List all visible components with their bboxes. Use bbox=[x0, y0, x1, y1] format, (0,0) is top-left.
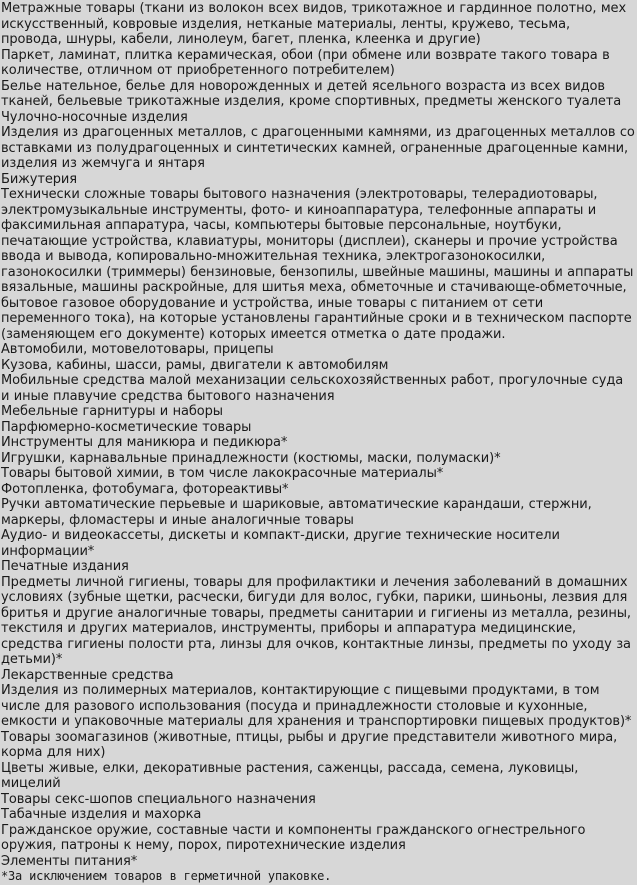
list-item: Товары бытовой химии, в том числе лакокрасочные материалы* bbox=[1, 466, 444, 481]
list-item: Игрушки, карнавальные принадлежности (костюмы, маски, полумаски)* bbox=[1, 450, 501, 466]
list-item: Чулочно-носочные изделия bbox=[1, 109, 188, 125]
list-item: Элементы питания* bbox=[1, 853, 138, 869]
list-item: Мебельные гарнитуры и наборы bbox=[1, 404, 223, 419]
product-category-list bbox=[1, 1, 635, 869]
list-item: Предметы личной гигиены, товары для профилактики и лечения заболеваний в домашних условиях (зубные щетки, расчески, бигуди для волос, губки, парики, шиньоны, лезвия для бритья и другие аналогичные товары, предметы санитарии и гигиены из металла, резины, текстиля и других материалов, инструменты, приборы и аппаратура медицинские, средства гигиены полости рта, линзы для очков, контактные линзы, предметы по уходу за детьми)* bbox=[1, 574, 631, 667]
list-item: Бижутерия bbox=[1, 171, 77, 187]
list-item: Технически сложные товары бытового назначения (электротовары, телерадиотовары, электромузыкальные инструменты, фото- и киноаппаратура, телефонные аппараты и факсимильная аппаратура, часы, компьютеры бытовые персональные, ноутбуки, печатающие устройства, клавиатуры, мониторы (дисплеи), сканеры и прочие устройства ввода и вывода, копировально-множительная техника, электрогазонокосилки, газонокосилки (триммеры) бензиновые, бензопилы, швейные машины, машины и аппараты вязальные, машины раскройные, для шитья меха, обметочные и стачивающе-обметочные, бытовое газовое оборудование и устройства, иные товары с питанием от сети переменного тока), на которые установлены гарантийные сроки и в техническом паспорте (заменяющем его документе) которых имеется отметка о дате продажи. bbox=[1, 187, 634, 342]
list-item: Мобильные средства малой механизации сельскохозяйственных работ, прогулочные суда и иные плавучие средства бытового назначения bbox=[1, 373, 624, 404]
list-item: Гражданское оружие, составные части и компоненты гражданского огнестрельного оружия, патроны к нему, порох, пиротехнические изделия bbox=[1, 822, 586, 853]
list-item: Изделия из полимерных материалов, контактирующие с пищевыми продуктами, в том числе для разового использования (посуда и принадлежности столовые и кухонные, емкости и упаковочные материалы для хранения и транспортировки пищевых продуктов)* bbox=[1, 683, 632, 729]
list-item: Печатные издания bbox=[1, 559, 129, 574]
list-item: Белье нательное, белье для новорожденных и детей ясельного возраста из всех видов тканей, бельевые трикотажные изделия, кроме спортивных, предметы женского туалета bbox=[1, 78, 622, 109]
list-item: Инструменты для маникюра и педикюра* bbox=[1, 435, 288, 450]
list-item: Аудио- и видеокассеты, дискеты и компакт-диски, другие технические носители информации* bbox=[1, 528, 560, 559]
list-item: Метражные товары (ткани из волокон всех видов, трикотажное и гардинное полотно, мех искусственный, ковровые изделия, нетканые материалы, ленты, кружево, тесьма, провода, шнуры, кабели, линолеум, багет, пленка, клеенка и другие) bbox=[1, 1, 627, 47]
list-item: Кузова, кабины, шасси, рамы, двигатели к автомобилям bbox=[1, 357, 389, 373]
list-item: Лекарственные средства bbox=[1, 667, 174, 683]
list-item: Ручки автоматические перьевые и шариковые, автоматические карандаши, стержни, маркеры, фломастеры и иные аналогичные товары bbox=[1, 497, 592, 528]
list-item: Фотопленка, фотобумага, фотореактивы* bbox=[1, 481, 289, 497]
list-item: Цветы живые, елки, декоративные растения, саженцы, рассада, семена, луковицы, мицелий bbox=[1, 760, 579, 791]
footnote: *За исключением товаров в герметичной упаковке. bbox=[1, 869, 332, 883]
list-item: Товары секс-шопов специального назначения bbox=[1, 791, 316, 807]
list-item: Автомобили, мотовелотовары, прицепы bbox=[1, 342, 274, 357]
list-item: Табачные изделия и махорка bbox=[1, 807, 202, 822]
list-item: Парфюмерно-косметические товары bbox=[1, 419, 252, 435]
list-item: Изделия из драгоценных металлов, с драгоценными камнями, из драгоценных металлов со вставками из полудрагоценных и синтетических камней, ограненные драгоценные камни, изделия из жемчуга и янтаря bbox=[1, 125, 635, 171]
list-item: Товары зоомагазинов (животные, птицы, рыбы и другие представители животного мира, корма для них) bbox=[1, 729, 618, 760]
list-item: Паркет, ламинат, плитка керамическая, обои (при обмене или возврате такого товара в количестве, отличном от приобретенного потребителем) bbox=[1, 47, 610, 78]
